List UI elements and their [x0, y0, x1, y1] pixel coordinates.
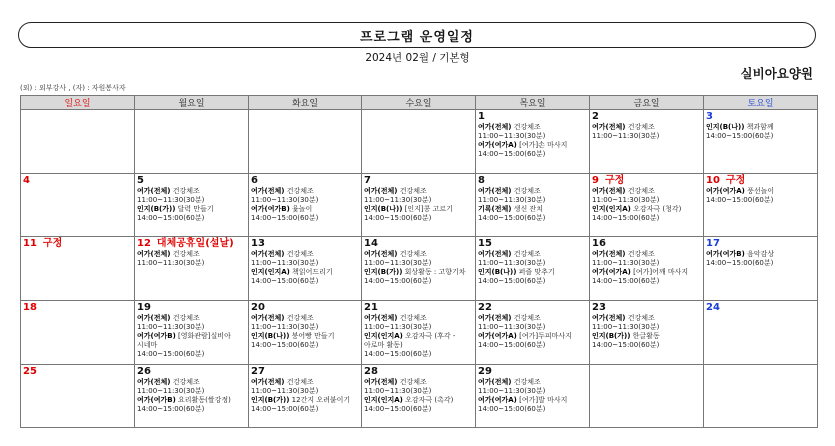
program-name: 건강체조: [286, 314, 314, 322]
program-time: 11:00~11:30(30분): [251, 259, 319, 267]
holiday-note: 구정: [42, 238, 63, 249]
calendar-day-cell: [476, 174, 590, 237]
calendar-day-cell: [590, 301, 704, 365]
calendar-day-cell: [590, 237, 704, 301]
page-title: [18, 22, 816, 48]
program-entry: [251, 250, 359, 259]
calendar-day-cell: [135, 174, 249, 237]
day-number-line: [23, 175, 132, 187]
calendar-day-cell: [590, 174, 704, 237]
program-time: 14:00~15:00(60분): [706, 259, 774, 267]
calendar-day-cell: [704, 174, 818, 237]
program-time: 11:00~11:30(30분): [592, 259, 660, 267]
day-number: 23: [592, 302, 606, 313]
program-entry: [364, 187, 473, 196]
program-category: 여가(여가A): [706, 187, 745, 195]
program-category: 인지(인지A): [364, 332, 403, 340]
weekday-thursday: 목요일: [476, 96, 590, 110]
day-number-line: [137, 238, 246, 250]
program-entry: [364, 314, 473, 323]
program-time: 14:00~15:00(60분): [364, 405, 432, 413]
calendar-day-cell: [362, 301, 476, 365]
program-time: 11:00~11:30(30분): [251, 323, 319, 331]
program-time: 11:00~11:30(30분): [251, 196, 319, 204]
program-category: 여가(전체): [478, 250, 512, 258]
day-number-line: [137, 175, 246, 187]
calendar-day-cell: [135, 301, 249, 365]
calendar-day-cell: [362, 174, 476, 237]
calendar-day-cell: [249, 365, 362, 428]
day-number-line: [364, 238, 473, 250]
day-number: 16: [592, 238, 606, 249]
program-entry: [478, 332, 587, 341]
program-entry: [364, 332, 473, 350]
calendar-day-cell: [476, 237, 590, 301]
day-number-line: [251, 175, 359, 187]
calendar-day-cell: [249, 110, 362, 174]
weekday-sunday: 일요일: [21, 96, 135, 110]
day-number: 29: [478, 366, 492, 377]
program-name: 오감자극 (후각 - 아로마 활동): [364, 332, 456, 349]
program-time: 14:00~15:00(60분): [592, 277, 660, 285]
program-time: 14:00~15:00(60분): [137, 214, 205, 222]
program-name: 책읽어드리기: [292, 268, 333, 276]
calendar-day-cell: [249, 174, 362, 237]
program-category: 인지(B(나)): [478, 268, 517, 276]
day-number-line: [706, 111, 815, 123]
calendar-day-cell: [362, 237, 476, 301]
program-entry: [592, 314, 701, 323]
day-number: 7: [364, 175, 371, 186]
program-category: 여가(전체): [251, 250, 285, 258]
program-time: 14:00~15:00(60분): [706, 196, 774, 204]
calendar-day-cell: [476, 365, 590, 428]
program-name: 건강체조: [172, 187, 200, 195]
program-category: 여가(전체): [478, 378, 512, 386]
program-time: 11:00~11:30(30분): [364, 323, 432, 331]
day-number: 13: [251, 238, 265, 249]
day-number-line: [251, 366, 359, 378]
program-time: 11:00~11:30(30분): [364, 387, 432, 395]
program-time: 11:00~11:30(30분): [251, 387, 319, 395]
program-time: 11:00~11:30(30분): [478, 259, 546, 267]
calendar-day-cell: [362, 365, 476, 428]
program-time: 14:00~15:00(60분): [251, 214, 319, 222]
day-number: 2: [592, 111, 599, 122]
calendar-day-cell: [135, 110, 249, 174]
program-time: 14:00~15:00(60분): [364, 350, 432, 358]
program-name: 건강체조: [627, 314, 655, 322]
program-name: 오감자극 (청각): [633, 205, 682, 213]
calendar-day-cell: [21, 110, 135, 174]
program-time: 14:00~15:00(60분): [137, 350, 205, 358]
program-category: 여가(여가B): [137, 332, 176, 340]
program-entry: [706, 187, 815, 196]
program-entry: [478, 123, 587, 132]
program-category: 인지(B(나)): [251, 332, 290, 340]
program-category: 인지(인지A): [364, 396, 403, 404]
program-entry: [137, 314, 246, 323]
weekday-monday: 월요일: [135, 96, 249, 110]
day-number: 15: [478, 238, 492, 249]
holiday-note: 구정: [604, 175, 625, 186]
program-name: 건강체조: [399, 378, 427, 386]
day-number-line: [23, 302, 132, 314]
program-name: 건강체조: [513, 123, 541, 131]
day-number: 25: [23, 366, 37, 377]
program-entry: [251, 187, 359, 196]
program-entry: [251, 378, 359, 387]
program-time: 11:00~11:30(30분): [137, 259, 205, 267]
day-number-line: [706, 238, 815, 250]
calendar-day-cell: [704, 301, 818, 365]
day-number: 19: [137, 302, 151, 313]
program-category: 인지(B(가)): [364, 268, 403, 276]
program-time: 14:00~15:00(60분): [364, 277, 432, 285]
day-number-line: [478, 302, 587, 314]
program-entry: [364, 205, 473, 214]
program-name: 풍선놀이: [747, 187, 775, 195]
program-name: 윷놀이: [292, 205, 313, 213]
day-number-line: [23, 238, 132, 250]
day-number: 20: [251, 302, 265, 313]
program-time: 11:00~11:30(30분): [137, 196, 205, 204]
program-category: 인지(인지A): [592, 205, 631, 213]
program-name: 붕어빵 만들기: [291, 332, 335, 340]
calendar-day-cell: [135, 237, 249, 301]
program-name: 건강체조: [513, 378, 541, 386]
program-category: 여가(전체): [592, 187, 626, 195]
program-name: 생신 잔치: [513, 205, 543, 213]
program-entry: [137, 396, 246, 405]
day-number: 18: [23, 302, 37, 313]
day-number-line: [364, 175, 473, 187]
weekday-header-row: [21, 96, 818, 110]
calendar-day-cell: [21, 174, 135, 237]
legend-note: (외) : 외부강사 , (자) : 자원봉사자: [20, 84, 126, 92]
program-name: 퍼즐 맞추기: [518, 268, 555, 276]
program-name: 건강체조: [513, 314, 541, 322]
program-entry: [364, 378, 473, 387]
program-name: 건강체조: [627, 123, 655, 131]
program-time: 14:00~15:00(60분): [478, 405, 546, 413]
program-category: 인지(B(가)): [137, 205, 176, 213]
calendar-week-row: [21, 365, 818, 428]
program-time: 11:00~11:30(30분): [478, 323, 546, 331]
program-entry: [478, 187, 587, 196]
program-time: 11:00~11:30(30분): [478, 196, 546, 204]
program-name: [여가]손 마사지: [519, 141, 568, 149]
program-entry: [592, 123, 701, 132]
program-name: 12간지 오려붙이기: [291, 396, 351, 404]
program-entry: [478, 205, 587, 214]
day-number: 14: [364, 238, 378, 249]
program-name: 건강체조: [172, 250, 200, 258]
program-category: 여가(전체): [137, 187, 171, 195]
calendar-day-cell: [590, 365, 704, 428]
program-name: 책과함께: [746, 123, 774, 131]
program-entry: [364, 268, 473, 277]
program-entry: [478, 378, 587, 387]
program-name: 한글활동: [632, 332, 660, 340]
program-time: 14:00~15:00(60분): [478, 214, 546, 222]
program-name: [인지]콩 고르기: [404, 205, 453, 213]
program-entry: [478, 314, 587, 323]
program-time: 14:00~15:00(60분): [364, 214, 432, 222]
calendar-week-row: [21, 110, 818, 174]
program-time: 11:00~11:30(30분): [592, 132, 660, 140]
day-number-line: [251, 238, 359, 250]
program-name: [여가]어깨 마사지: [633, 268, 689, 276]
day-number: 9: [592, 175, 599, 186]
calendar-day-cell: [249, 237, 362, 301]
program-entry: [251, 205, 359, 214]
day-number: 5: [137, 175, 144, 186]
program-time: 14:00~15:00(60분): [478, 277, 546, 285]
program-name: [여가]발 마사지: [519, 396, 568, 404]
program-category: 인지(B(나)): [706, 123, 745, 131]
weekday-wednesday: 수요일: [362, 96, 476, 110]
weekday-saturday: 토요일: [704, 96, 818, 110]
program-time: 11:00~11:30(30분): [592, 196, 660, 204]
program-entry: [478, 396, 587, 405]
program-name: 건강체조: [399, 314, 427, 322]
program-name: 음악감상: [747, 250, 775, 258]
program-entry: [592, 187, 701, 196]
program-name: 건강체조: [172, 378, 200, 386]
day-number: 26: [137, 366, 151, 377]
program-name: 건강체조: [286, 187, 314, 195]
program-category: 인지(B(가)): [592, 332, 631, 340]
program-name: 회상활동 : 고향기차: [404, 268, 466, 276]
program-name: 건강체조: [627, 187, 655, 195]
day-number-line: [478, 238, 587, 250]
program-time: 14:00~15:00(60분): [251, 341, 319, 349]
day-number: 8: [478, 175, 485, 186]
day-number-line: [137, 302, 246, 314]
program-time: 11:00~11:30(30분): [364, 259, 432, 267]
calendar-day-cell: [21, 365, 135, 428]
program-time: 14:00~15:00(60분): [592, 214, 660, 222]
calendar-day-cell: [590, 110, 704, 174]
program-name: 건강체조: [286, 250, 314, 258]
program-category: 여가(여가A): [592, 268, 631, 276]
program-time: 14:00~15:00(60분): [706, 132, 774, 140]
day-number-line: [364, 302, 473, 314]
day-number: 21: [364, 302, 378, 313]
program-category: 여가(전체): [364, 314, 398, 322]
calendar-table: [20, 95, 818, 428]
day-number: 28: [364, 366, 378, 377]
day-number: 27: [251, 366, 265, 377]
program-name: 건강체조: [286, 378, 314, 386]
program-time: 14:00~15:00(60분): [478, 150, 546, 158]
day-number-line: [592, 238, 701, 250]
calendar-day-cell: [21, 237, 135, 301]
program-category: 여가(전체): [251, 378, 285, 386]
program-name: 건강체조: [513, 250, 541, 258]
day-number-line: [251, 302, 359, 314]
calendar-week-row: [21, 237, 818, 301]
program-name: 건강체조: [513, 187, 541, 195]
program-category: 인지(B(나)): [364, 205, 403, 213]
program-time: 11:00~11:30(30분): [478, 387, 546, 395]
program-category: 인지(B(가)): [251, 396, 290, 404]
program-name: 건강체조: [399, 250, 427, 258]
calendar-week-row: [21, 301, 818, 365]
calendar-day-cell: [704, 110, 818, 174]
program-category: 여가(전체): [251, 314, 285, 322]
weekday-tuesday: 화요일: [249, 96, 362, 110]
program-time: 11:00~11:30(30분): [364, 196, 432, 204]
day-number-line: [592, 302, 701, 314]
program-entry: [364, 396, 473, 405]
program-name: 오감자극 (촉각): [405, 396, 454, 404]
day-number-line: [592, 111, 701, 123]
page-title-text: 프로그램 운영일정: [360, 29, 474, 45]
day-number: 3: [706, 111, 713, 122]
day-number-line: [706, 175, 815, 187]
program-time: 14:00~15:00(60분): [251, 277, 319, 285]
program-entry: [251, 396, 359, 405]
program-entry: [251, 268, 359, 277]
program-entry: [137, 187, 246, 196]
day-number: 10: [706, 175, 720, 186]
day-number-line: [478, 366, 587, 378]
calendar-day-cell: [249, 301, 362, 365]
day-number-line: [706, 302, 815, 314]
schedule-period: 2024년 02월 / 기본형: [365, 52, 470, 64]
program-name: [여가]두피마사지: [519, 332, 572, 340]
program-category: 여가(전체): [478, 314, 512, 322]
calendar-day-cell: [704, 365, 818, 428]
program-category: 여가(전체): [137, 250, 171, 258]
program-name: 건강체조: [627, 250, 655, 258]
day-number-line: [137, 366, 246, 378]
program-category: 여가(전체): [251, 187, 285, 195]
program-entry: [592, 250, 701, 259]
program-time: 11:00~11:30(30분): [137, 387, 205, 395]
program-category: 여가(여가B): [137, 396, 176, 404]
program-entry: [137, 205, 246, 214]
day-number-line: [23, 366, 132, 378]
program-entry: [706, 250, 815, 259]
day-number: 11: [23, 238, 37, 249]
day-number: 24: [706, 302, 720, 313]
program-entry: [478, 268, 587, 277]
program-entry: [478, 141, 587, 150]
program-category: 여가(전체): [137, 314, 171, 322]
program-category: 여가(전체): [364, 187, 398, 195]
program-category: 여가(전체): [592, 250, 626, 258]
day-number: 12: [137, 238, 151, 249]
program-entry: [137, 378, 246, 387]
day-number-line: [478, 111, 587, 123]
calendar-day-cell: [704, 237, 818, 301]
program-time: 11:00~11:30(30분): [592, 323, 660, 331]
program-entry: [592, 332, 701, 341]
program-entry: [137, 250, 246, 259]
day-number: 1: [478, 111, 485, 122]
day-number: 17: [706, 238, 720, 249]
program-entry: [251, 332, 359, 341]
program-category: 여가(전체): [137, 378, 171, 386]
program-category: 인지(인지A): [251, 268, 290, 276]
calendar-day-cell: [21, 301, 135, 365]
calendar-week-row: [21, 174, 818, 237]
calendar-day-cell: [476, 110, 590, 174]
program-time: 14:00~15:00(60분): [478, 341, 546, 349]
program-name: 건강체조: [399, 187, 427, 195]
program-category: 여가(전체): [364, 378, 398, 386]
program-entry: [592, 268, 701, 277]
holiday-note: 대체공휴일(설날): [156, 238, 234, 249]
facility-name: 실비아요양원: [740, 66, 813, 81]
program-category: 여가(여가A): [478, 141, 517, 149]
program-entry: [251, 314, 359, 323]
day-number-line: [592, 175, 701, 187]
program-name: [영화관람]실비아 시네마: [137, 332, 231, 349]
calendar-day-cell: [135, 365, 249, 428]
program-category: 기록(전체): [478, 205, 512, 213]
program-entry: [478, 250, 587, 259]
program-name: 요리활동(쌀강정): [178, 396, 231, 404]
program-time: 11:00~11:30(30분): [478, 132, 546, 140]
day-number: 22: [478, 302, 492, 313]
program-name: 달력 만들기: [177, 205, 214, 213]
program-category: 여가(전체): [478, 187, 512, 195]
program-category: 여가(전체): [364, 250, 398, 258]
calendar-day-cell: [362, 110, 476, 174]
program-category: 여가(전체): [592, 123, 626, 131]
program-entry: [592, 205, 701, 214]
program-time: 14:00~15:00(60분): [592, 341, 660, 349]
day-number: 6: [251, 175, 258, 186]
program-category: 여가(여가B): [706, 250, 745, 258]
program-name: 건강체조: [172, 314, 200, 322]
day-number: 4: [23, 175, 30, 186]
program-time: 14:00~15:00(60분): [251, 405, 319, 413]
program-entry: [706, 123, 815, 132]
calendar-day-cell: [476, 301, 590, 365]
program-category: 여가(전체): [478, 123, 512, 131]
weekday-friday: 금요일: [590, 96, 704, 110]
program-category: 여가(여가A): [478, 332, 517, 340]
program-category: 여가(전체): [592, 314, 626, 322]
day-number-line: [364, 366, 473, 378]
program-time: 11:00~11:30(30분): [137, 323, 205, 331]
day-number-line: [478, 175, 587, 187]
program-entry: [137, 332, 246, 350]
program-category: 여가(여가A): [478, 396, 517, 404]
program-category: 여가(여가B): [251, 205, 290, 213]
holiday-note: 구정: [725, 175, 746, 186]
program-entry: [364, 250, 473, 259]
program-time: 14:00~15:00(60분): [137, 405, 205, 413]
